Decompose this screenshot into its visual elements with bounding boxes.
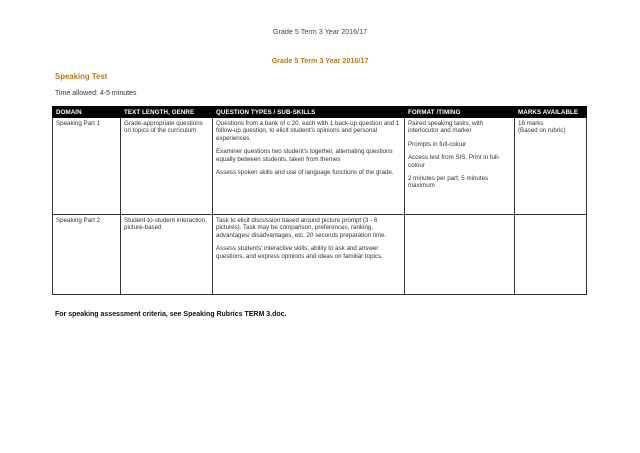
cell-text-length: Grade-appropriate questions on topics of the curriculum (121, 118, 213, 215)
table-header-row (53, 107, 587, 118)
cell-format-timing (405, 215, 515, 295)
speaking-test-table (52, 106, 587, 295)
format-text: Prompts in full-colour (408, 140, 467, 148)
cell-question-types (213, 118, 405, 215)
question-type-text: Questions from a bank of c.20, each with 1 back-up question and 1 follow-up question, to elicit student's opinions and personal experiences. (216, 120, 400, 142)
cell-marks (515, 118, 587, 215)
header-text-length: TEXT LENGTH, GENRE (121, 107, 213, 118)
format-text: Access test from SIS. Print in full-colour (408, 154, 500, 169)
marks-value: 16 marks (518, 120, 544, 127)
cell-domain: Speaking Part 2 (53, 215, 121, 295)
cell-marks (515, 215, 587, 295)
cell-domain: Speaking Part 1 (53, 118, 121, 215)
footer-note: For speaking assessment criteria, see Speaking Rubrics TERM 3.doc. (55, 311, 287, 318)
cell-question-types (213, 215, 405, 295)
cell-text-length: Student-to-student interaction, picture-based (121, 215, 213, 295)
time-allowed: Time allowed: 4-5 minutes (55, 90, 137, 97)
table-row (53, 215, 587, 295)
table-row (53, 118, 587, 215)
question-type-text: Assess spoken skills and use of language functions of the grade. (216, 169, 394, 177)
question-type-text: Task to elicit discussion based around picture prompt (3 - 6 pictures). Task may be comparison, preferences, ranking, advantages/ disadvantages, etc. 20 seconds preparation time. (216, 217, 387, 239)
page-header: Grade 5 Term 3 Year 2016/17 (272, 27, 368, 36)
question-type-text: Examiner questions two student's together, alternating questions equally between students, taken from themes (216, 148, 393, 163)
cell-format-timing (405, 118, 515, 215)
header-question-types: QUESTION TYPES / SUB-SKILLS (213, 107, 405, 118)
header-marks: MARKS AVAILABLE (515, 107, 587, 118)
header-format-timing: FORMAT /TIMING (405, 107, 515, 118)
question-type-text: Assess students' interactive skills; ability to ask and answer questions, and express opinions and ideas on familiar topics. (216, 245, 383, 260)
section-title: Speaking Test (55, 72, 108, 81)
format-text: 2 minutes per part; 5 minutes maximum (408, 175, 489, 190)
marks-note: (Based on rubric) (518, 127, 566, 135)
format-text: Paired speaking tasks, with interlocutor and marker (408, 120, 483, 135)
header-domain: DOMAIN (53, 107, 121, 118)
document-title: Grade 5 Term 3 Year 2016/17 (271, 56, 369, 65)
